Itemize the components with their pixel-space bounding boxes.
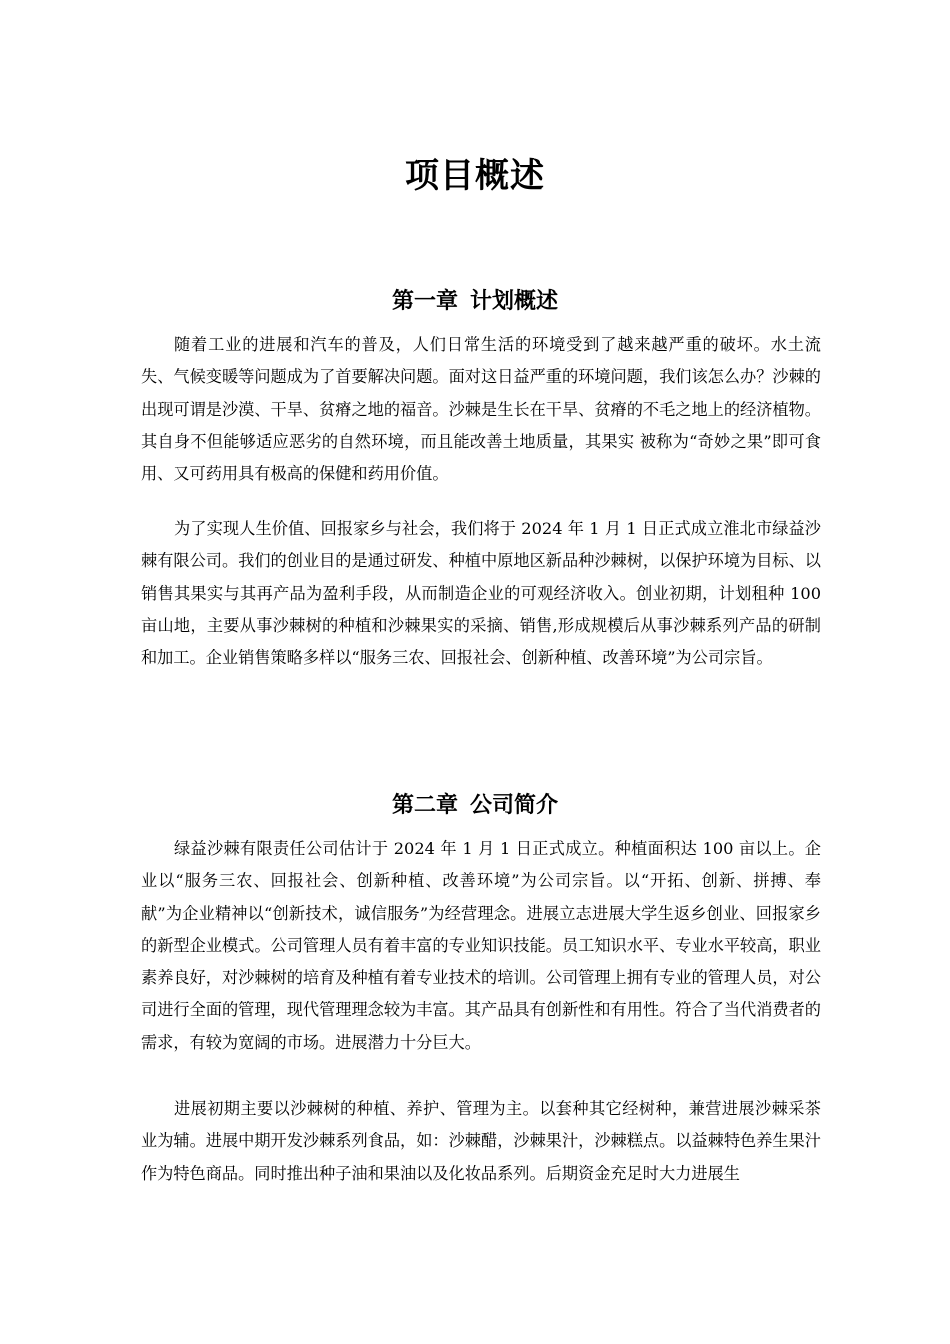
chapter-2-paragraph-2: 进展初期主要以沙棘树的种植、养护、管理为主。以套种其它经树种，兼营进展沙棘采茶业为辅。进展中期开发沙棘系列食品，如：沙棘醋，沙棘果汁，沙棘糕点。以益棘特色养生果汁作为特色商品。同时推出种子油和果油以及化妆品系列。后期资金充足时大力进展生	[141, 1099, 821, 1183]
chapter-1-paragraph-1: 随着工业的进展和汽车的普及，人们日常生活的环境受到了越来越严重的破坏。水土流失、气候变暖等问题成为了首要解决问题。面对这日益严重的环境问题，我们该怎么办？沙棘的出现可谓是沙漠、干旱、贫瘠之地的福音。沙棘是生长在干旱、贫瘠的不毛之地上的经济植物。其自身不但能够适应恶劣的自然环境，而且能改善土地质量，其果实 被称为“奇妙之果”即可食用、又可药用具有极高的保健和药用价值。	[141, 335, 821, 484]
chapter-2-number: 第二章	[391, 793, 458, 819]
chapter-1-number: 第一章	[391, 289, 458, 315]
document-title: 项目概述	[405, 155, 545, 196]
chapter-2-paragraph-1: 绿益沙棘有限责任公司估计于 2024 年 1 月 1 日正式成立。种植面积达 100 亩以上。企业以“服务三农、回报社会、创新种植、改善环境”为公司宗旨。以“开拓、创新、拼搏、奉献”为企业精神以“创新技术，诚信服务”为经营理念。进展立志进展大学生返乡创业、回报家乡的新型企业模式。公司管理人员有着丰富的专业知识技能。员工知识水平、专业水平较高，职业素养良好，对沙棘树的培育及种植有着专业技术的培训。公司管理上拥有专业的管理人员，对公司进行全面的管理，现代管理理念较为丰富。其产品具有创新性和有用性。符合了当代消费者的需求，有较为宽阔的市场。进展潜力十分巨大。	[141, 839, 821, 1052]
chapter-2-title: 公司简介	[470, 793, 559, 819]
chapter-1-title: 计划概述	[470, 289, 559, 315]
chapter-1-paragraph-2: 为了实现人生价值、回报家乡与社会，我们将于 2024 年 1 月 1 日正式成立淮北市绿益沙棘有限公司。我们的创业目的是通过研发、种植中原地区新品种沙棘树，以保护环境为目标、以销售其果实与其再产品为盈利手段，从而制造企业的可观经济收入。创业初期，计划租种 100 亩山地，主要从事沙棘树的种植和沙棘果实的采摘、销售,形成规模后从事沙棘系列产品的研制和加工。企业销售策略多样以“服务三农、回报社会、创新种植、改善环境”为公司宗旨。	[141, 519, 821, 668]
chapter-2-heading	[0, 790, 950, 822]
chapter-1-heading	[0, 286, 950, 318]
